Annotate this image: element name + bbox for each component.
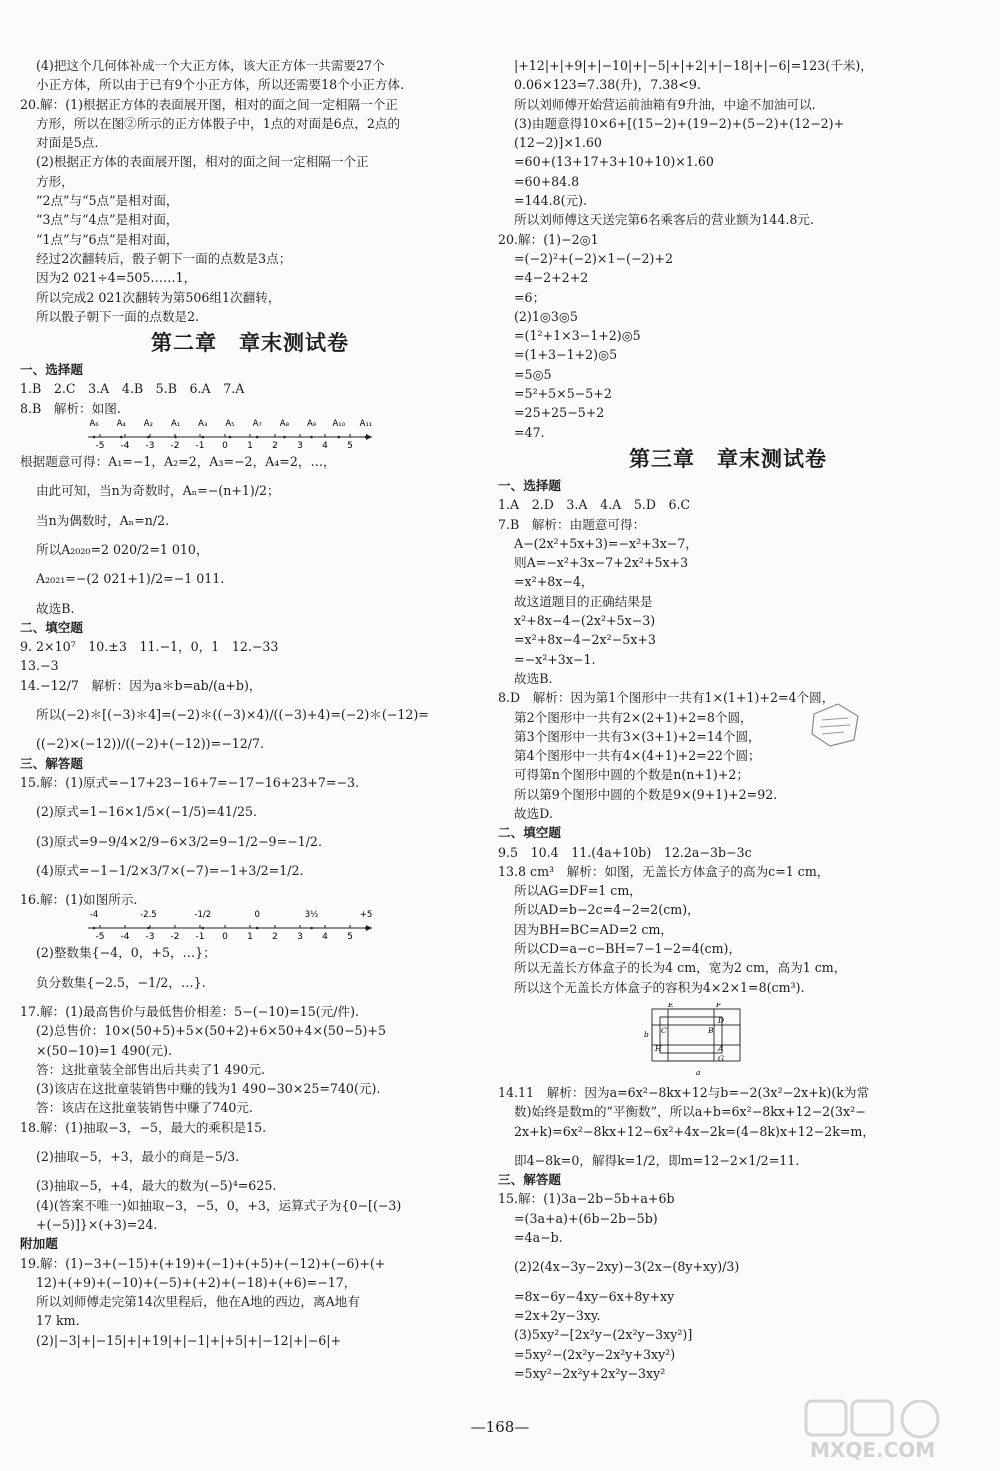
spacer	[20, 695, 480, 705]
box-label: C	[661, 1025, 667, 1035]
spacer	[20, 530, 480, 540]
text-line: (2)1◎3◎5	[514, 308, 578, 324]
text-line: =144.8(元).	[514, 193, 588, 209]
spacer	[498, 1277, 958, 1287]
text-line: (12−2)]×1.60	[514, 135, 602, 151]
text-line: (3)5xy²−[2x²y−(2x²y−3xy²)]	[514, 1327, 693, 1343]
spacer	[20, 792, 480, 802]
text-line: 因为2 021÷4=505……1，	[36, 270, 197, 286]
text-line: 所以CD=a−c−BH=7−1−2=4(cm)，	[514, 941, 742, 957]
tick-label: 4	[322, 441, 328, 452]
text-line: (2)根据正方体的表面展开图，相对的面之间一定相隔一个正	[36, 154, 369, 170]
spacer	[20, 963, 480, 973]
text-line: =(−2)²+(−2)×1−(−2)+2	[514, 250, 674, 266]
tick-label: 0	[222, 441, 228, 452]
section-heading: 一、选择题	[20, 362, 83, 378]
text-line: =−x²+3x−1.	[514, 651, 596, 667]
tick-label: -5	[95, 932, 105, 943]
text-line: 当n为偶数时，Aₙ=n/2.	[36, 512, 170, 528]
text-line: 7.B 解析：由题意可得：	[498, 516, 646, 532]
text-line: 对面是5点.	[36, 135, 99, 151]
point-dot	[310, 436, 313, 439]
point-dot	[202, 436, 205, 439]
text-line: 经过2次翻转后，骰子朝下一面的点数是3点；	[36, 250, 292, 266]
box-label: B	[708, 1025, 714, 1035]
tick-label: 3	[297, 441, 303, 452]
point-dot	[147, 436, 150, 439]
tick-label: 1	[247, 932, 253, 943]
section-heading: 一、选择题	[498, 477, 561, 493]
chapter-heading: 第三章 章末测试卷	[629, 445, 827, 471]
text-line: 15.解：(1)3a−2b−5b+a+6b	[498, 1191, 675, 1207]
text-line: (2)抽取−5，+3，最小的商是−5/3.	[36, 1149, 240, 1165]
text-line: 答：这批童装全部售出后共卖了1 490元.	[36, 1061, 265, 1077]
text-line: (3)由题意得10×6+[(15−2)+(19−2)+(5−2)+(12−2)+	[514, 115, 845, 131]
tick-label: -4	[120, 441, 130, 452]
text-line: |+12|+|+9|+|−10|+|−5|+|+2|+|−18|+|−6|=123(千米)，	[514, 58, 873, 73]
text-line: 第3个图形中一共有3×(3+1)+2=14个圆，	[514, 728, 761, 744]
tick-label: 1	[247, 441, 253, 452]
point-dot	[93, 436, 96, 439]
text-line: 17 km.	[36, 1313, 80, 1329]
point-dot	[256, 436, 259, 439]
point-label: A₈	[279, 419, 290, 430]
point-label: A₄	[116, 419, 126, 430]
chapter-heading: 第二章 章末测试卷	[151, 330, 349, 356]
point-dot	[365, 436, 368, 439]
text-line: 所以无盖长方体盒子的长为4 cm，宽为2 cm，高为1 cm，	[514, 960, 847, 976]
text-line: 8.B 解析：如图.	[20, 400, 121, 416]
watermark-logo	[800, 1395, 990, 1467]
tick-label: -5	[95, 441, 105, 452]
text-line: (3)原式=9−9/4×2/9−6×3/2=9−1/2−9=−1/2.	[36, 833, 322, 849]
box-label: E	[668, 1002, 674, 1009]
box-label: F	[716, 1002, 722, 1009]
text-line: 1.B 2.C 3.A 4.B 5.B 6.A 7.A	[20, 381, 245, 397]
text-line: 所以(−2)＊[(−3)＊4]=(−2)＊((−3)×4)/((−3)+4)=(−2)＊(−12)=	[36, 707, 429, 723]
text-line: 所以A₂₀₂₀=2 020/2=1 010，	[36, 541, 209, 557]
point-label: A₇	[252, 419, 262, 430]
tick-label: 2	[272, 441, 278, 452]
text-line: 8.D 解析：因为第1个图形中一共有1×(1+1)+2=4个圆，	[498, 690, 835, 706]
tick-label: -1	[195, 932, 205, 943]
point-label: A₁₁	[359, 419, 373, 430]
point-label: -4	[89, 910, 99, 921]
text-line: =5xy²−(2x²y−2x²y+3xy²)	[514, 1346, 676, 1362]
text-line: =x²+8x−4−2x²−5x+3	[514, 632, 656, 648]
text-line: 所以第9个图形中圆的个数是9×(9+1)+2=92.	[514, 786, 778, 802]
tick-label: 5	[347, 441, 353, 452]
spacer	[498, 1247, 958, 1257]
section-heading: 三、解答题	[20, 755, 83, 771]
text-line: “2点”与“5点”是相对面，	[36, 193, 179, 209]
point-dot	[256, 927, 259, 930]
point-dot	[338, 436, 341, 439]
text-line: 答：该店在这批童装销售中赚了740元.	[36, 1100, 253, 1116]
text-line: 所以AD=b−2c=4−2=2(cm)，	[514, 902, 700, 918]
box-label: a	[696, 1067, 701, 1077]
point-label: A₉	[306, 419, 317, 430]
text-line: 14.11 解析：因为a=6x²−8kx+12与b=−2(3x²−2x+k)(k为常	[498, 1084, 870, 1100]
text-line: =4a−b.	[514, 1230, 563, 1246]
text-line: +(−5)]}×(+3)=24.	[36, 1216, 158, 1232]
text-line: =(1²+1×3−1+2)◎5	[514, 328, 641, 344]
text-line: 所以这个无盖长方体盒子的容积为4×2×1=8(cm³).	[514, 979, 805, 995]
text-line: A−(2x²+5x+3)=−x²+3x−7，	[514, 535, 698, 551]
point-dot	[365, 927, 368, 930]
tick-label: -2	[170, 932, 180, 943]
text-line: =25+25−5+2	[514, 405, 605, 421]
text-line: =x²+8x−4，	[514, 574, 594, 590]
point-label: A₅	[225, 419, 235, 430]
spacer	[20, 851, 480, 861]
page-number: —168—	[470, 1418, 530, 1436]
text-line: 1.A 2.D 3.A 4.A 5.D 6.C	[498, 497, 691, 513]
section-heading: 二、填空题	[20, 619, 83, 635]
text-line: =6；	[514, 289, 546, 305]
text-line: 15.解：(1)原式=−17+23−16+7=−17−16+23+7=−3.	[20, 774, 360, 790]
text-line: (2)2(4x−3y−2xy)−3(2x−(8y+xy)/3)	[514, 1259, 740, 1275]
text-line: 故选B.	[36, 600, 75, 616]
spacer	[20, 589, 480, 599]
tick-label: -2	[170, 441, 180, 452]
spacer	[20, 471, 480, 481]
text-line: (2)|−3|+|−15|+|+19|+|−1|+|+5|+|−12|+|−6|+	[36, 1332, 342, 1348]
box-label: A	[718, 1043, 724, 1053]
point-label: A₁₀	[332, 419, 346, 430]
box-label: b	[644, 1029, 649, 1039]
point-dot	[202, 927, 205, 930]
text-line: (3)抽取−5，+4，最大的数为(−5)⁴=625.	[36, 1178, 277, 1194]
text-line: (4)把这个几何体补成一个大正方体，该大正方体一共需要27个	[36, 58, 385, 73]
text-line: (4)(答案不唯一)如抽取−3，−5，0，+3，运算式子为{0−[(−3)	[36, 1197, 402, 1213]
text-line: 则A=−x²+3x−7+2x²+5x+3	[514, 555, 689, 571]
text-line: 12)+(+9)+(−10)+(−5)+(+2)+(−18)+(+6)=−17，	[36, 1274, 357, 1290]
text-line: 方形，	[36, 173, 74, 189]
text-line: 2x+k)=6x²−8kx+12−6x²+4x−2k=(4−8k)x+12−2k=m，	[514, 1123, 875, 1139]
point-label: A₂	[143, 419, 154, 430]
text-line: 负分数集{−2.5，−1/2，…}.	[36, 974, 206, 990]
text-line: 13.8 cm³ 解析：如图，无盖长方体盒子的高为c=1 cm，	[498, 863, 830, 879]
spacer	[20, 992, 480, 1002]
tick-label: -4	[120, 932, 130, 943]
text-line: 所以AG=DF=1 cm，	[514, 883, 642, 899]
point-dot	[283, 436, 286, 439]
text-line: (2)总售价：10×(50+5)+5×(50+2)+6×50+4×(50−5)+5	[36, 1023, 386, 1039]
spacer	[20, 1166, 480, 1176]
spacer	[20, 880, 480, 890]
text-line: 由此可知，当n为奇数时，Aₙ=−(n+1)/2；	[36, 483, 280, 499]
text-line: 所以骰子朝下一面的点数是2.	[36, 308, 200, 324]
spacer	[20, 1137, 480, 1147]
text-line: “1点”与“6点”是相对面，	[36, 231, 179, 247]
text-line: 18.解：(1)抽取−3，−5，最大的乘积是15.	[20, 1119, 267, 1135]
number-line	[80, 418, 380, 452]
text-line: (4)原式=−1−1/2×3/7×(−7)=−1+3/2=1/2.	[36, 862, 304, 878]
point-label: 3½	[304, 910, 319, 921]
text-line: 可得第n个图形中圆的个数是n(n+1)+2；	[514, 767, 750, 783]
text-line: A₂₀₂₁=−(2 021+1)/2=−1 011.	[36, 571, 225, 587]
text-line: (2)原式=1−16×1/5×(−1/5)=41/25.	[36, 804, 258, 820]
text-line: 17.解：(1)最高售价与最低售价相差：5−(−10)=15(元/件).	[20, 1003, 359, 1019]
section-heading: 附加题	[20, 1236, 58, 1252]
text-line: 即4−8k=0，解得k=1/2，即m=12−2×1/2=11.	[514, 1152, 800, 1168]
text-line: 20.解：(1)根据正方体的表面展开图，相对的面之间一定相隔一个正	[20, 96, 398, 112]
point-dot	[120, 436, 123, 439]
text-line: 0.06×123=7.38(升)，7.38<9.	[514, 77, 701, 93]
text-line: 方形，所以在图②所示的正方体骰子中，1点的对面是6点，2点的	[36, 115, 401, 131]
box-label: H	[655, 1043, 662, 1053]
text-line: =5xy²−2x²y+2x²y−3xy²	[514, 1365, 666, 1381]
text-line: (3)该店在这批童装销售中赚的钱为1 490−30×25=740(元).	[36, 1081, 381, 1097]
point-label: +5	[359, 910, 373, 921]
text-line: 数)始终是数m的“平衡数”，所以a+b=6x²−8kx+12−2(3x²−	[514, 1104, 866, 1120]
text-line: 第2个图形中一共有2×(2+1)+2=8个圆，	[514, 709, 753, 725]
text-line: =(3a+a)+(6b−2b−5b)	[514, 1210, 658, 1226]
text-line: 因为BH=BC=AD=2 cm，	[514, 921, 674, 937]
text-line: 所以完成2 021次翻转为第506组1次翻转，	[36, 289, 281, 305]
tick-label: -3	[145, 932, 155, 943]
point-dot	[147, 927, 150, 930]
text-line: 9. 2×10⁷ 10.±3 11.−1，0，1 12.−33	[20, 639, 279, 655]
text-line: =5²+5×5−5+2	[514, 386, 612, 402]
spacer	[498, 1141, 958, 1151]
text-line: 根据题意可得：A₁=−1，A₂=2，A₃=−2，A₄=2，…，	[20, 454, 336, 470]
text-line: (2)整数集{−4，0，+5，…}；	[36, 945, 216, 961]
point-dot	[310, 927, 313, 930]
text-line: =2x+2y−3xy.	[514, 1307, 601, 1323]
text-line: 19.解：(1)−3+(−15)+(+19)+(−1)+(+5)+(−12)+(−6)+(+	[20, 1255, 386, 1271]
text-line: 20.解：(1)−2◎1	[498, 231, 599, 247]
text-line: 所以刘师傅这天送完第6名乘客后的营业额为144.8元.	[514, 212, 814, 228]
point-label: A₆	[89, 419, 99, 430]
spacer	[20, 501, 480, 511]
box-label: D	[718, 1015, 725, 1025]
text-line: “3点”与“4点”是相对面，	[36, 212, 179, 228]
text-line: 所以刘师傅开始营运前油箱有9升油，中途不加油可以.	[514, 96, 816, 112]
text-line: 故选B.	[514, 670, 553, 686]
box-label: G	[718, 1053, 724, 1063]
text-line: 故选D.	[514, 805, 553, 821]
text-line: 14.−12/7 解析：因为a＊b=ab/(a+b)，	[20, 677, 262, 693]
text-line: =(1+3−1+2)◎5	[514, 347, 618, 363]
point-label: 0	[254, 910, 260, 921]
point-dot	[229, 436, 232, 439]
text-line: =8x−6y−4xy−6x+8y+xy	[514, 1288, 675, 1304]
text-line: ×(50−10)=1 490(元).	[36, 1042, 173, 1058]
point-label: A₃	[198, 419, 208, 430]
stamp-icon	[808, 700, 862, 750]
text-line: 小正方体，所以由于已有9个小正方体，所以还需要18个小正方体.	[36, 77, 405, 93]
tick-label: 5	[347, 932, 353, 943]
tick-label: 4	[322, 932, 328, 943]
tick-label: -1	[195, 441, 205, 452]
text-line: =60+84.8	[514, 173, 580, 189]
svg-text:MXQE.COM: MXQE.COM	[810, 1438, 936, 1462]
text-line: =5◎5	[514, 366, 552, 382]
number-line	[80, 909, 380, 943]
text-line: 所以刘师傅走完第14次里程后，他在A地的西边，离A地有	[36, 1294, 360, 1310]
point-dot	[174, 436, 177, 439]
spacer	[20, 559, 480, 569]
tick-label: 2	[272, 932, 278, 943]
text-line: x²+8x−4−(2x²+5x−3)	[514, 613, 656, 629]
point-dot	[93, 927, 96, 930]
point-label: A₁	[170, 419, 181, 430]
box-net-figure	[638, 1003, 748, 1077]
spacer	[20, 822, 480, 832]
tick-label: 3	[297, 932, 303, 943]
text-line: 第4个图形中一共有4×(4+1)+2=22个圆；	[514, 748, 761, 764]
point-label: -2.5	[140, 910, 157, 921]
tick-label: -3	[145, 441, 155, 452]
text-line: =4−2+2+2	[514, 270, 589, 286]
spacer	[20, 724, 480, 734]
box-face	[660, 1015, 725, 1053]
text-line: ((−2)×(−12))/((−2)+(−12))=−12/7.	[36, 736, 264, 752]
tick-label: 0	[222, 932, 228, 943]
text-line: 故这道题目的正确结果是	[514, 593, 653, 609]
section-heading: 三、解答题	[498, 1172, 561, 1188]
section-heading: 二、填空题	[498, 825, 561, 841]
text-line: 13.−3	[20, 658, 59, 674]
text-line: =60+(13+17+3+10+10)×1.60	[514, 154, 714, 170]
left-column	[20, 56, 480, 1350]
right-column	[498, 56, 958, 1383]
text-line: 9.5 10.4 11.(4a+10b) 12.2a−3b−3c	[498, 844, 752, 860]
point-label: -1/2	[194, 910, 212, 921]
text-line: =47.	[514, 424, 545, 440]
text-line: 16.解：(1)如图所示.	[20, 892, 138, 908]
